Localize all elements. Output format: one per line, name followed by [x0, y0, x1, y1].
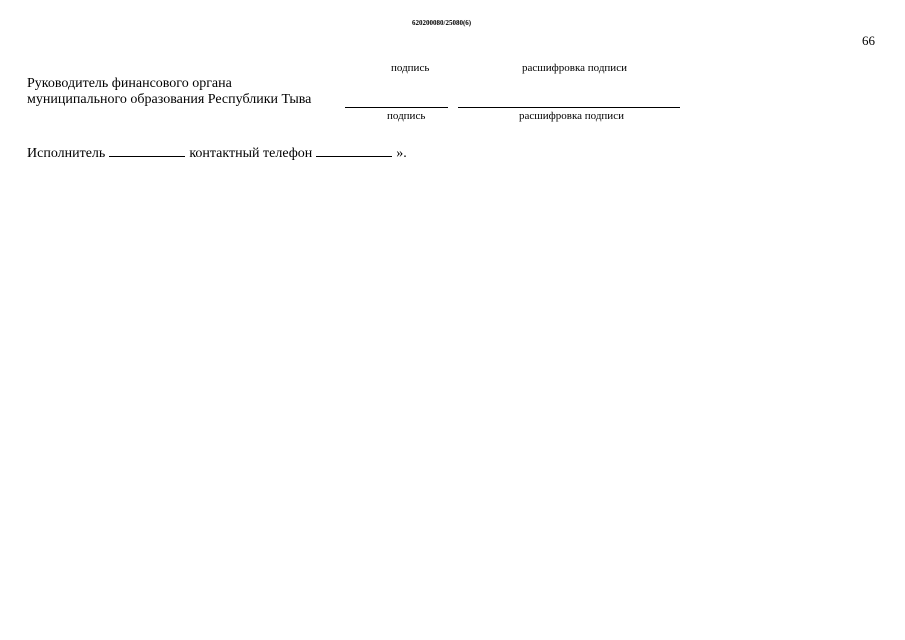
- executor-blank: [109, 144, 185, 157]
- executor-label: Исполнитель: [27, 146, 106, 161]
- top-signature-caption: подпись: [391, 62, 430, 74]
- phone-blank: [316, 144, 392, 157]
- head-of-finance-title-line2: муниципального образования Республики Тыва: [27, 92, 312, 107]
- signature-caption: подпись: [387, 110, 426, 122]
- page-number: 66: [862, 33, 875, 48]
- document-code: 620200080/25080(6): [412, 19, 472, 27]
- top-decode-caption: расшифровка подписи: [522, 62, 627, 74]
- signature-line: [345, 107, 448, 108]
- signature-decode-line: [458, 107, 680, 108]
- executor-row: [27, 144, 407, 162]
- phone-label: контактный телефон: [189, 146, 313, 161]
- closing-quote: ».: [396, 146, 407, 161]
- decode-caption: расшифровка подписи: [519, 110, 624, 122]
- head-of-finance-title-line1: Руководитель финансового органа: [27, 76, 232, 91]
